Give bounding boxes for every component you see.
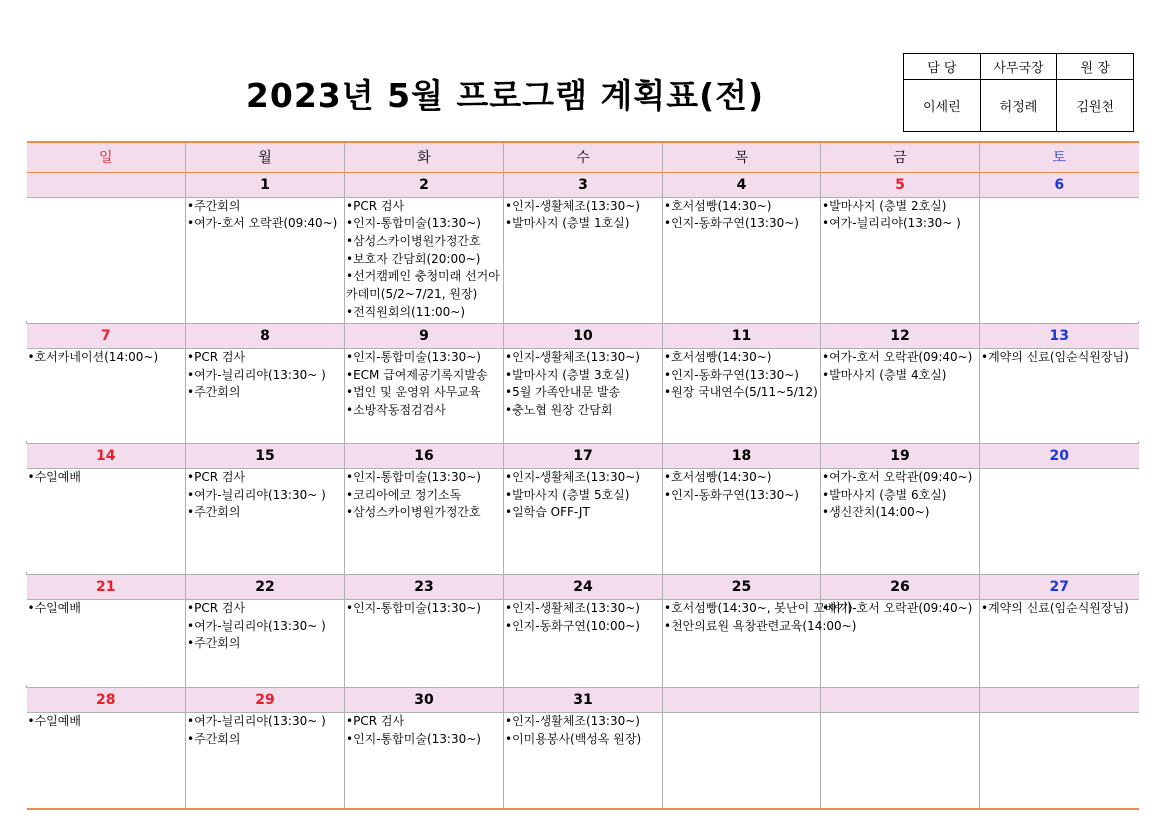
events-cell-sun [27, 348, 186, 441]
approval-name-director: 김원천 [1057, 80, 1134, 132]
event-item: •인지-동화구연(13:30~) [664, 367, 799, 382]
approval-header-director: 원 장 [1057, 54, 1134, 80]
event-item: •여가-늴리리야(13:30~ ) [187, 367, 326, 382]
event-item: •여가-늴리리야(13:30~ ) [822, 216, 961, 231]
date-thu: 18 [663, 443, 821, 468]
date-wed: 31 [504, 687, 663, 712]
event-item: •발마사지 (층별 3호실) [505, 367, 630, 382]
events-cell-sun [27, 599, 186, 685]
events-cell-sun [27, 712, 186, 809]
approval-header-manager: 담 당 [904, 54, 981, 80]
date-tue: 30 [345, 687, 504, 712]
date-sun [27, 172, 186, 197]
approval-header-secretary: 사무국장 [980, 54, 1057, 80]
event-item: •주간회의 [187, 636, 241, 651]
date-tue: 23 [345, 574, 504, 599]
weekday-tue: 화 [345, 142, 504, 172]
event-item: •PCR 검사 [187, 600, 246, 615]
events-cell-thu [663, 468, 821, 572]
events-cell-fri [821, 599, 980, 685]
event-item: •호서섬빵(14:30~) [664, 469, 772, 484]
events-row [27, 197, 1139, 321]
event-item: •이미용봉사(백성옥 원장) [505, 731, 642, 746]
event-item: •수일예배 [27, 600, 81, 615]
date-wed: 3 [504, 172, 663, 197]
event-item: •주간회의 [187, 385, 241, 400]
event-item: •전직원회의(11:00~) [346, 304, 466, 319]
events-cell-thu [663, 197, 821, 321]
event-item: •일학습 OFF-JT [505, 505, 590, 520]
date-sun: 28 [27, 687, 186, 712]
weekday-fri: 금 [821, 142, 980, 172]
events-cell-tue [345, 468, 504, 572]
events-cell-sat [980, 599, 1139, 685]
events-cell-sat [980, 348, 1139, 441]
date-sat [980, 687, 1139, 712]
event-item: •여가-호서 오락관(09:40~) [822, 600, 973, 615]
event-item: •생신잔치(14:00~) [822, 505, 930, 520]
events-cell-wed [504, 599, 663, 685]
page-title: 2023년 5월 프로그램 계획표(전) [245, 76, 765, 115]
event-item: •여가-늴리리야(13:30~ ) [187, 713, 326, 728]
events-cell-fri [821, 468, 980, 572]
event-item: •충노협 원장 간담회 [505, 403, 613, 418]
event-item: •호서섬빵(14:30~) [664, 198, 772, 213]
event-item: •PCR 검사 [187, 349, 246, 364]
date-sat: 6 [980, 172, 1139, 197]
event-item: •발마사지 (층별 5호실) [505, 487, 630, 502]
date-sun: 7 [27, 323, 186, 348]
event-item: •PCR 검사 [187, 469, 246, 484]
date-sun: 21 [27, 574, 186, 599]
date-wed: 24 [504, 574, 663, 599]
events-cell-fri [821, 197, 980, 321]
event-item: •여가-호서 오락관(09:40~) [822, 349, 973, 364]
date-mon: 29 [186, 687, 345, 712]
weekday-thu: 목 [663, 142, 821, 172]
events-cell-thu [663, 712, 821, 809]
date-sat: 13 [980, 323, 1139, 348]
event-item: •5월 가족안내문 발송 [505, 385, 621, 400]
event-item: •PCR 검사 [346, 198, 405, 213]
events-cell-wed [504, 197, 663, 321]
events-row [27, 599, 1139, 685]
event-item: •호서섬빵(14:30~, 봇난이 꼬배기) [664, 600, 853, 615]
date-fri [821, 687, 980, 712]
date-sat: 27 [980, 574, 1139, 599]
event-item: •인지-통합미술(13:30~) [346, 731, 481, 746]
events-cell-mon [186, 348, 345, 441]
event-item: •호서섬빵(14:30~) [664, 349, 772, 364]
event-item: •발마사지 (층별 1호실) [505, 216, 630, 231]
date-thu [663, 687, 821, 712]
events-row [27, 348, 1139, 441]
event-item: •인지-통합미술(13:30~) [346, 600, 481, 615]
weekday-sun: 일 [27, 142, 186, 172]
calendar-table [26, 141, 1139, 810]
date-row [27, 172, 1139, 197]
event-item: •계약의 신료(임순식원장님) [981, 600, 1129, 615]
event-item: •주간회의 [187, 731, 241, 746]
event-item: •여가-늴리리야(13:30~ ) [187, 618, 326, 633]
date-row [27, 687, 1139, 712]
events-cell-tue [345, 599, 504, 685]
date-fri: 12 [821, 323, 980, 348]
events-cell-fri [821, 712, 980, 809]
date-mon: 8 [186, 323, 345, 348]
event-item: •여가-호서 오락관(09:40~) [187, 216, 338, 231]
event-item: •인지-생활체조(13:30~) [505, 600, 640, 615]
events-cell-tue [345, 197, 504, 321]
events-cell-mon [186, 599, 345, 685]
event-item: •법인 및 운영위 사무교육 [346, 385, 481, 400]
events-cell-fri [821, 348, 980, 441]
date-wed: 17 [504, 443, 663, 468]
event-item: •인지-생활체조(13:30~) [505, 198, 640, 213]
event-item: •계약의 신료(임순식원장님) [981, 349, 1129, 364]
events-cell-wed [504, 712, 663, 809]
date-row [27, 323, 1139, 348]
date-row [27, 443, 1139, 468]
event-item: •주간회의 [187, 198, 241, 213]
event-item: •인지-통합미술(13:30~) [346, 216, 481, 231]
date-tue: 16 [345, 443, 504, 468]
event-item: •원장 국내연수(5/11~5/12) [664, 385, 818, 400]
date-wed: 10 [504, 323, 663, 348]
events-cell-tue [345, 712, 504, 809]
event-item: •PCR 검사 [346, 713, 405, 728]
date-mon: 15 [186, 443, 345, 468]
events-cell-thu [663, 599, 857, 685]
weekday-sat: 토 [980, 142, 1139, 172]
date-tue: 9 [345, 323, 504, 348]
events-cell-mon [186, 712, 345, 809]
date-row [27, 574, 1139, 599]
event-item: •발마사지 (층별 4호실) [822, 367, 947, 382]
date-mon: 22 [186, 574, 345, 599]
weekday-header-row [27, 142, 1139, 172]
event-item: •선거캠페인 충청미래 선거아카데미(5/2~7/21, 원장) [346, 269, 500, 302]
date-thu: 11 [663, 323, 821, 348]
approval-name-secretary: 허정례 [980, 80, 1057, 132]
event-item: •주간회의 [187, 505, 241, 520]
event-item: •보호자 간담회(20:00~) [346, 251, 481, 266]
event-item: •코리아에코 정기소독 [346, 487, 462, 502]
event-item: •발마사지 (층별 2호실) [822, 198, 947, 213]
date-fri: 5 [821, 172, 980, 197]
date-thu: 25 [663, 574, 821, 599]
date-thu: 4 [663, 172, 821, 197]
date-tue: 2 [345, 172, 504, 197]
weekday-mon: 월 [186, 142, 345, 172]
event-item: •여가-호서 오락관(09:40~) [822, 469, 973, 484]
event-item: •인지-생활체조(13:30~) [505, 349, 640, 364]
events-row [27, 468, 1139, 572]
event-item: •인지-생활체조(13:30~) [505, 469, 640, 484]
event-item: •인지-동화구연(13:30~) [664, 216, 799, 231]
approval-table [903, 53, 1134, 132]
event-item: •인지-통합미술(13:30~) [346, 469, 481, 484]
events-cell-sun [27, 197, 186, 321]
events-cell-mon [186, 468, 345, 572]
events-cell-mon [186, 197, 345, 321]
date-fri: 26 [821, 574, 980, 599]
weekday-wed: 수 [504, 142, 663, 172]
events-cell-sat [980, 468, 1139, 572]
approval-name-manager: 이세린 [904, 80, 981, 132]
date-sat: 20 [980, 443, 1139, 468]
event-item: •발마사지 (층별 6호실) [822, 487, 947, 502]
event-item: •여가-늴리리야(13:30~ ) [187, 487, 326, 502]
event-item: •삼성스카이병원가정간호 [346, 505, 481, 520]
event-item: •삼성스카이병원가정간호 [346, 233, 481, 248]
events-cell-wed [504, 348, 663, 441]
event-item: •천안의료원 욕창관련교육(14:00~) [664, 618, 857, 633]
events-cell-wed [504, 468, 663, 572]
event-item: •ECM 급여제공기록지발송 [346, 367, 488, 382]
events-cell-thu [663, 348, 821, 441]
event-item: •수일예배 [27, 713, 81, 728]
event-item: •인지-생활체조(13:30~) [505, 713, 640, 728]
event-item: •인지-동화구연(10:00~) [505, 618, 640, 633]
events-cell-sat [980, 712, 1139, 809]
event-item: •호서카네이션(14:00~) [27, 349, 159, 364]
events-cell-sun [27, 468, 186, 572]
date-sun: 14 [27, 443, 186, 468]
events-cell-tue [345, 348, 504, 441]
date-mon: 1 [186, 172, 345, 197]
event-item: •소방작동점검검사 [346, 403, 446, 418]
events-cell-sat [980, 197, 1139, 321]
events-row [27, 712, 1139, 809]
event-item: •인지-통합미술(13:30~) [346, 349, 481, 364]
event-item: •인지-동화구연(13:30~) [664, 487, 799, 502]
event-item: •수일예배 [27, 469, 81, 484]
date-fri: 19 [821, 443, 980, 468]
